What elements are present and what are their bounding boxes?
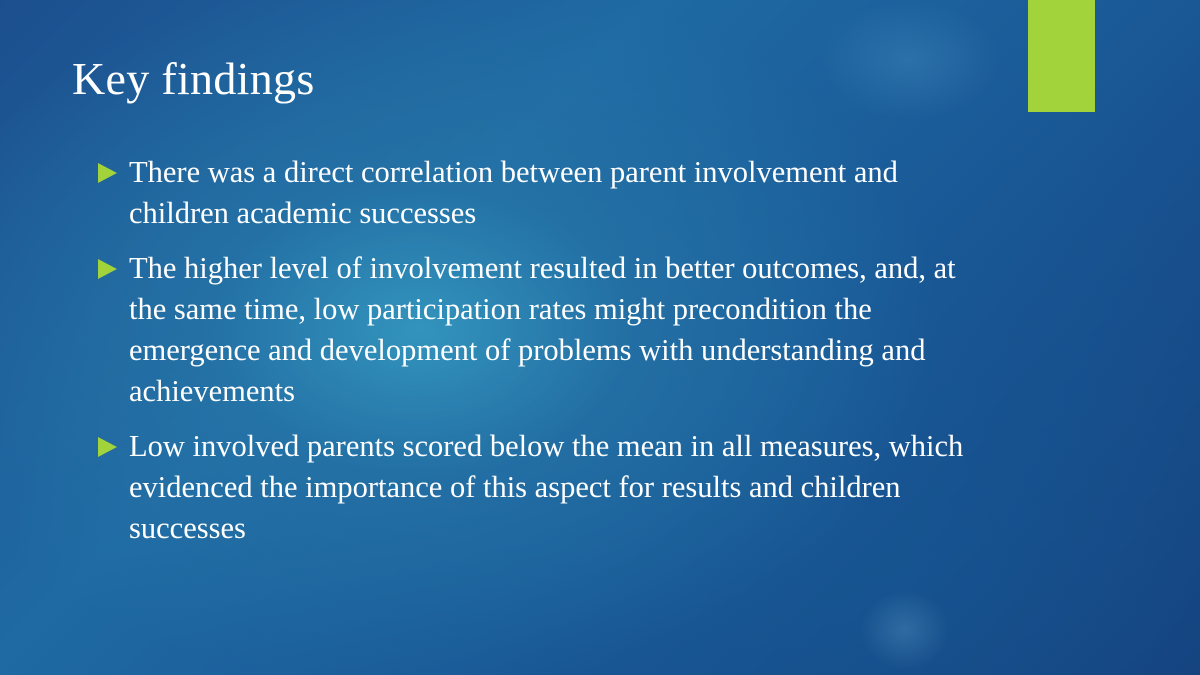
- slide-title: Key findings: [72, 53, 315, 104]
- bullet-item: [98, 152, 978, 234]
- background-glow: [860, 590, 950, 670]
- background-glow: [820, 0, 1000, 120]
- accent-bar: [1028, 0, 1095, 112]
- triangle-bullet-icon: [98, 437, 117, 457]
- bullet-text: The higher level of involvement resulted in better outcomes, and, at the same time, low participation rates might precondition the emergence and development of problems with understanding and achievements: [129, 251, 956, 408]
- bullet-text: There was a direct correlation between parent involvement and children academic successes: [129, 155, 898, 230]
- bullet-text: Low involved parents scored below the mean in all measures, which evidenced the importance of this aspect for results and children successes: [129, 429, 964, 545]
- bullet-list: [98, 152, 978, 563]
- triangle-bullet-icon: [98, 163, 117, 183]
- bullet-item: [98, 248, 978, 412]
- bullet-item: [98, 426, 978, 549]
- triangle-bullet-icon: [98, 259, 117, 279]
